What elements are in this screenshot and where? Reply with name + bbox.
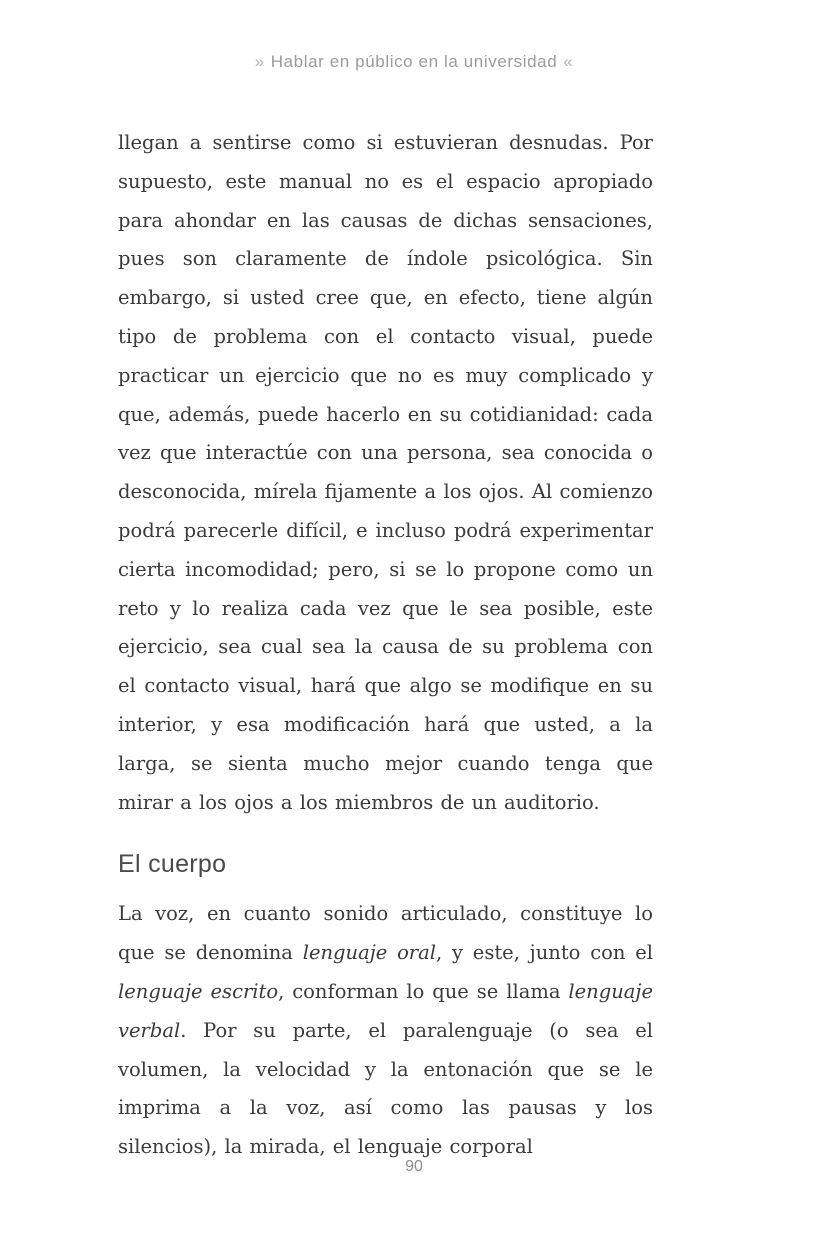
paragraph2-segment: . Por su parte, el paralenguaje (o sea el volumen, la velocidad y la entonación que se le imprima a la voz, así como las pausas y los silencios), la mirada, el lenguaje corporal <box>118 1018 653 1159</box>
running-header-title: Hablar en público en la universidad <box>270 52 558 71</box>
left-guillemet: » <box>254 52 265 71</box>
paragraph2-segment-italic: lenguaje escrito <box>118 979 279 1003</box>
paragraph2-segment: , conforman lo que se llama <box>278 979 569 1003</box>
body-paragraph-1: llegan a sentirse como si estuvieran desnudas. Por supuesto, este manual no es el espacio apropiado para ahondar en las causas de dichas sensaciones, pues son claramente de índole psicológica. Sin embargo, si usted cree que, en efecto, tiene algún tipo de problema con el contacto visual, puede practicar un ejercicio que no es muy complicado y que, además, puede hacerlo en su cotidianidad: cada vez que interactúe con una persona, sea conocida o desconocida, mírela fijamente a los ojos. Al comienzo podrá parecerle difícil, e incluso podrá experimentar cierta incomodidad; pero, si se lo propone como un reto y lo realiza cada vez que le sea posible, este ejercicio, sea cual sea la causa de su problema con el contacto visual, hará que algo se modifique en su interior, y esa modificación hará que usted, a la larga, se sienta mucho mejor cuando tenga que mirar a los ojos a los miembros de un auditorio. <box>118 131 653 814</box>
paragraph2-segment-italic: lenguaje oral <box>302 941 436 965</box>
content-column <box>118 124 653 1167</box>
paragraph2-segment: , y este, junto con el <box>436 941 653 965</box>
paragraph2-segment-italic: lenguaje verbal <box>118 979 653 1042</box>
page-number: 90 <box>405 1158 423 1175</box>
body-paragraph-2 <box>118 895 653 1167</box>
section-heading: El cuerpo <box>118 850 227 879</box>
running-header <box>0 52 828 72</box>
right-guillemet: « <box>563 52 574 71</box>
paragraph2-segment: La voz, en cuanto sonido articulado, constituye lo que se denomina <box>118 902 653 965</box>
